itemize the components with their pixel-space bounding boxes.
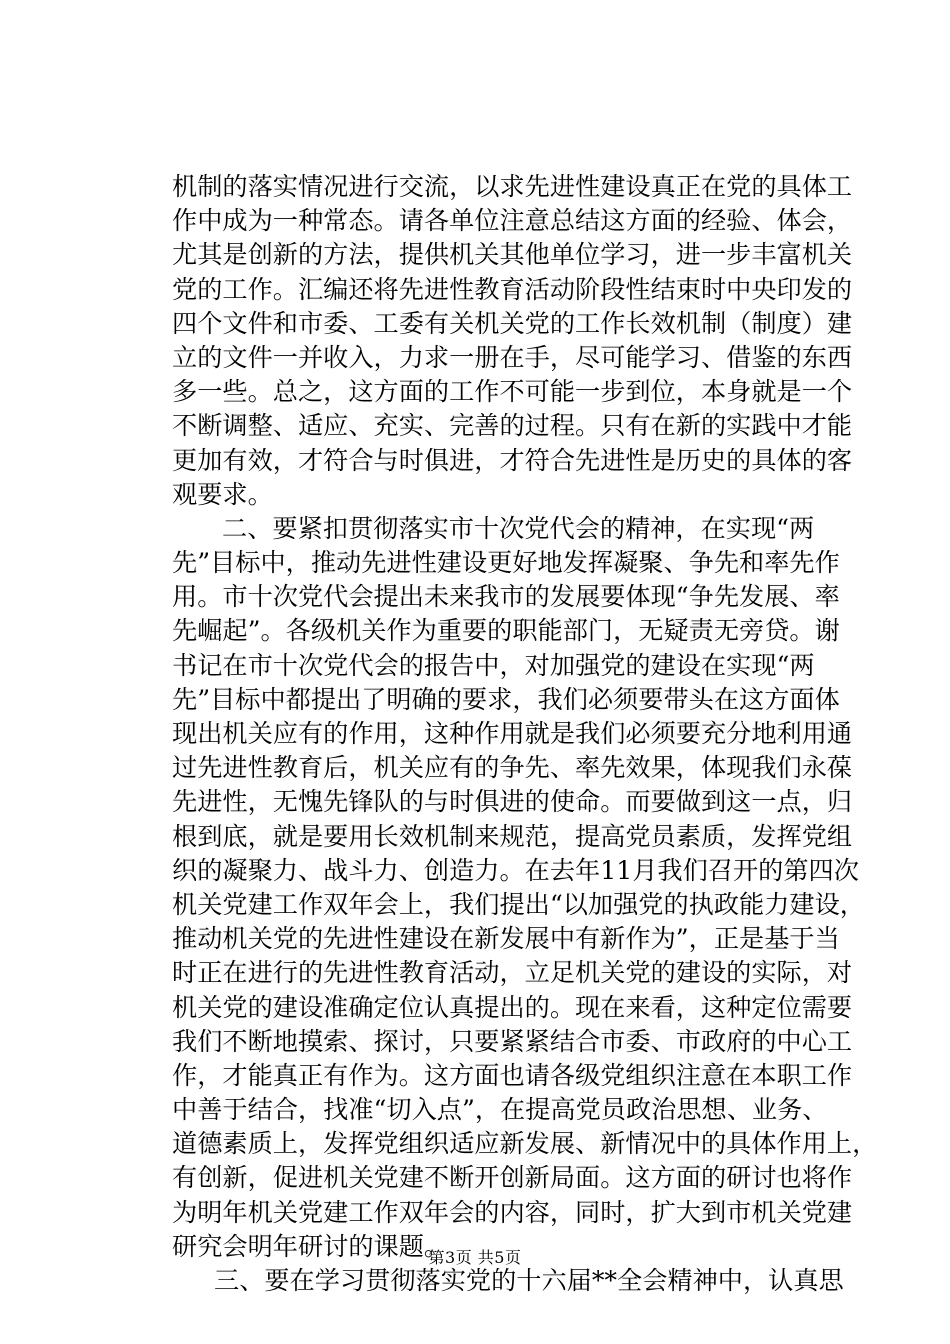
text-line: 时正在进行的先进性教育活动，立足机关党的建设的实际，对 xyxy=(172,958,853,988)
text-line: 研究会明年研讨的课题。 xyxy=(172,1231,450,1261)
section-heading-2: 二、要紧扣贯彻落实市十次党代会的精神，在实现“两 xyxy=(222,513,815,543)
text-line: 不断调整、适应、充实、完善的过程。只有在新的实践中才能 xyxy=(172,411,853,441)
text-line: 中善于结合，找准“切入点”，在提高党员政治思想、业务、 xyxy=(172,1095,828,1125)
text-line: 先”目标中，推动先进性建设更好地发挥凝聚、争先和率先作 xyxy=(172,548,840,578)
text-line: 机关党的建设准确定位认真提出的。现在来看，这种定位需要 xyxy=(172,992,853,1022)
text-line: 道德素质上，发挥党组织适应新发展、新情况中的具体作用上， xyxy=(172,1129,878,1159)
text-line: 尤其是创新的方法，提供机关其他单位学习，进一步丰富机关 xyxy=(172,240,853,270)
text-line: 立的文件一并收入，力求一册在手，尽可能学习、借鉴的东西 xyxy=(172,342,853,372)
text-line: 观要求。 xyxy=(172,479,273,509)
text-line: 织的凝聚力、战斗力、创造力。在去年11月我们召开的第四次 xyxy=(172,855,859,885)
text-line: 机制的落实情况进行交流，以求先进性建设真正在党的具体工 xyxy=(172,172,853,201)
text-line: 书记在市十次党代会的报告中，对加强党的建设在实现“两 xyxy=(172,650,815,680)
text-line: 四个文件和市委、工委有关机关党的工作长效机制（制度）建 xyxy=(172,308,853,338)
text-line: 推动机关党的先进性建设在新发展中有新作为”，正是基于当 xyxy=(172,924,840,954)
text-line: 作中成为一种常态。请各单位注意总结这方面的经验、体会， xyxy=(172,206,853,236)
text-line: 先进性，无愧先锋队的与时俱进的使命。而要做到这一点，归 xyxy=(172,787,853,817)
section-heading-3: 三、要在学习贯彻落实党的十六届**全会精神中，认真思 xyxy=(214,1266,844,1295)
text-line: 作，才能真正有作为。这方面也请各级党组织注意在本职工作 xyxy=(172,1060,853,1090)
text-line: 用。市十次党代会提出未来我市的发展要体现“争先发展、率 xyxy=(172,582,840,612)
text-line: 机关党建工作双年会上，我们提出“以加强党的执政能力建设， xyxy=(172,889,865,919)
body-text xyxy=(172,170,878,1298)
text-line: 有创新，促进机关党建不断开创新局面。这方面的研讨也将作 xyxy=(172,1163,853,1193)
text-line: 我们不断地摸索、探讨，只要紧紧结合市委、市政府的中心工 xyxy=(172,1026,853,1056)
text-line: 先”目标中都提出了明确的要求，我们必须要带头在这方面体 xyxy=(172,684,840,714)
text-line: 先崛起”。各级机关作为重要的职能部门，无疑责无旁贷。谢 xyxy=(172,616,840,646)
text-line: 现出机关应有的作用，这种作用就是我们必须要充分地利用通 xyxy=(172,719,853,748)
text-line: 过先进性教育后，机关应有的争先、率先效果，体现我们永葆 xyxy=(172,753,853,783)
page-footer: 第3页 共5页 xyxy=(428,1248,522,1267)
text-line: 党的工作。汇编还将先进性教育活动阶段性结束时中央印发的 xyxy=(172,274,853,304)
text-line: 更加有效，才符合与时俱进，才符合先进性是历史的具体的客 xyxy=(172,445,853,475)
text-line: 根到底，就是要用长效机制来规范，提高党员素质，发挥党组 xyxy=(172,821,853,851)
text-line: 多一些。总之，这方面的工作不可能一步到位，本身就是一个 xyxy=(172,377,853,407)
text-line: 为明年机关党建工作双年会的内容，同时，扩大到市机关党建 xyxy=(172,1197,853,1227)
